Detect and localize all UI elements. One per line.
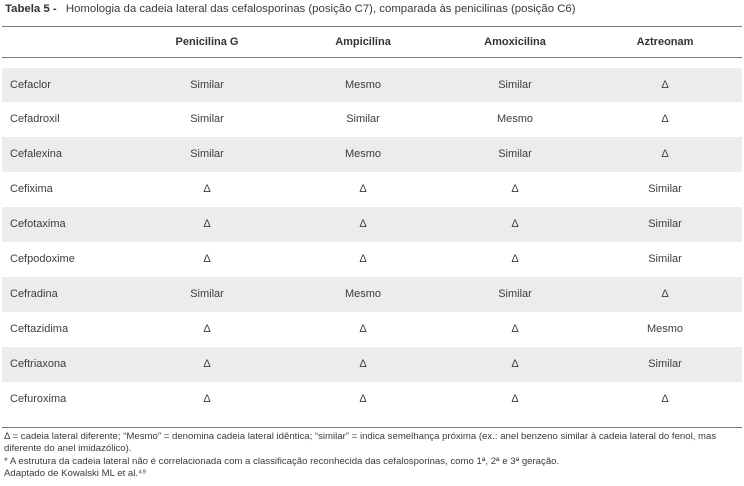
table-header [2, 31, 742, 53]
table-row [2, 68, 742, 103]
table-cell: Similar [498, 148, 532, 161]
table-cell: Mesmo [344, 287, 382, 300]
table-row [2, 312, 742, 347]
table-cell: Δ [661, 78, 669, 91]
table-cell: Similar [648, 357, 682, 370]
row-header-cell: Ceftriaxona [10, 357, 67, 370]
row-header-cell: Cefaclor [10, 78, 51, 91]
table-cell: Δ [203, 392, 211, 405]
row-header-cell: Cefradina [10, 287, 58, 300]
row-header-cell: Cefotaxima [10, 218, 66, 231]
table-cell: Δ [359, 218, 367, 231]
table-row [2, 277, 742, 312]
table-cell: Δ [511, 253, 519, 265]
table-cell: Similar [498, 78, 532, 91]
table-cell: Mesmo [646, 322, 684, 335]
table-cell: Δ [661, 287, 669, 300]
table-cell: Δ [661, 148, 669, 161]
table-caption [5, 1, 576, 17]
table-row [2, 382, 742, 417]
table-row [2, 347, 742, 382]
table-number: Tabela 5 - [5, 3, 57, 15]
column-header: Ampicilina [335, 36, 391, 48]
table-cell: Δ [203, 183, 211, 196]
column-header: Amoxicilina [484, 36, 546, 48]
table-cell: Δ [661, 392, 669, 405]
table-cell: Mesmo [344, 148, 382, 161]
table-row [2, 137, 742, 172]
table-cell: Similar [648, 218, 682, 231]
table-cell: Δ [359, 357, 367, 370]
table-cell: Δ [203, 357, 211, 370]
table-cell: Δ [203, 253, 211, 265]
table-cell: Δ [661, 113, 669, 126]
table-cell: Similar [190, 287, 224, 300]
table-cell: Similar [190, 78, 224, 91]
table-cell: Δ [511, 183, 519, 196]
table-cell: Δ [511, 392, 519, 405]
table-cell: Δ [203, 322, 211, 335]
table-cell: Δ [511, 322, 519, 335]
bottom-rule [2, 427, 742, 428]
row-header-cell: Ceftazidima [10, 322, 69, 335]
table-cell: Mesmo [344, 78, 382, 91]
column-header: Penicilina G [175, 36, 239, 48]
table-cell: Similar [648, 253, 682, 265]
table-row [2, 242, 742, 277]
top-rule [2, 26, 742, 27]
table-row [2, 172, 742, 207]
table-title: Homologia da cadeia lateral das cefalosporinas (posição C7), comparada às penicilinas (posição C6) [65, 3, 576, 15]
column-header: Aztreonam [636, 36, 694, 48]
table-cell: Δ [511, 218, 519, 231]
table-cell: Δ [511, 357, 519, 370]
row-header-cell: Cefalexina [10, 148, 62, 161]
footnote-source: Adaptado de Kowalski ML et al.⁴⁹ [4, 467, 147, 479]
table-cell: Similar [648, 183, 682, 196]
row-header-cell: Cefpodoxime [10, 253, 75, 265]
row-header-cell: Cefixima [10, 183, 53, 196]
table-cell: Similar [190, 113, 224, 126]
table-cell: Δ [359, 322, 367, 335]
header-rule [2, 57, 742, 58]
table-cell: Mesmo [496, 113, 534, 126]
row-header-cell: Cefuroxima [10, 392, 67, 405]
table-cell: Δ [359, 392, 367, 405]
table-cell: Δ [359, 183, 367, 196]
table-cell: Similar [190, 148, 224, 161]
table-cell: Similar [346, 113, 380, 126]
footnote-structure: * A estrutura da cadeia lateral não é correlacionada com a classificação reconhecida das cefalosporinas, como 1ª, 2ª e 3ª geração. [4, 455, 560, 467]
table-cell: Δ [359, 253, 367, 265]
table-row [2, 102, 742, 137]
footnote-legend: Δ = cadeia lateral diferente; “Mesmo” = denomina cadeia lateral idêntica; “similar” = indica semelhança próxima (ex.: anel benzeno similar à cadeia lateral do fenol, mas diferente do anel imidazólico). [4, 431, 717, 455]
table-notes [4, 431, 742, 480]
row-header-cell: Cefadroxil [10, 113, 60, 126]
table-cell: Similar [498, 287, 532, 300]
table-row [2, 207, 742, 242]
table-cell: Δ [203, 218, 211, 231]
